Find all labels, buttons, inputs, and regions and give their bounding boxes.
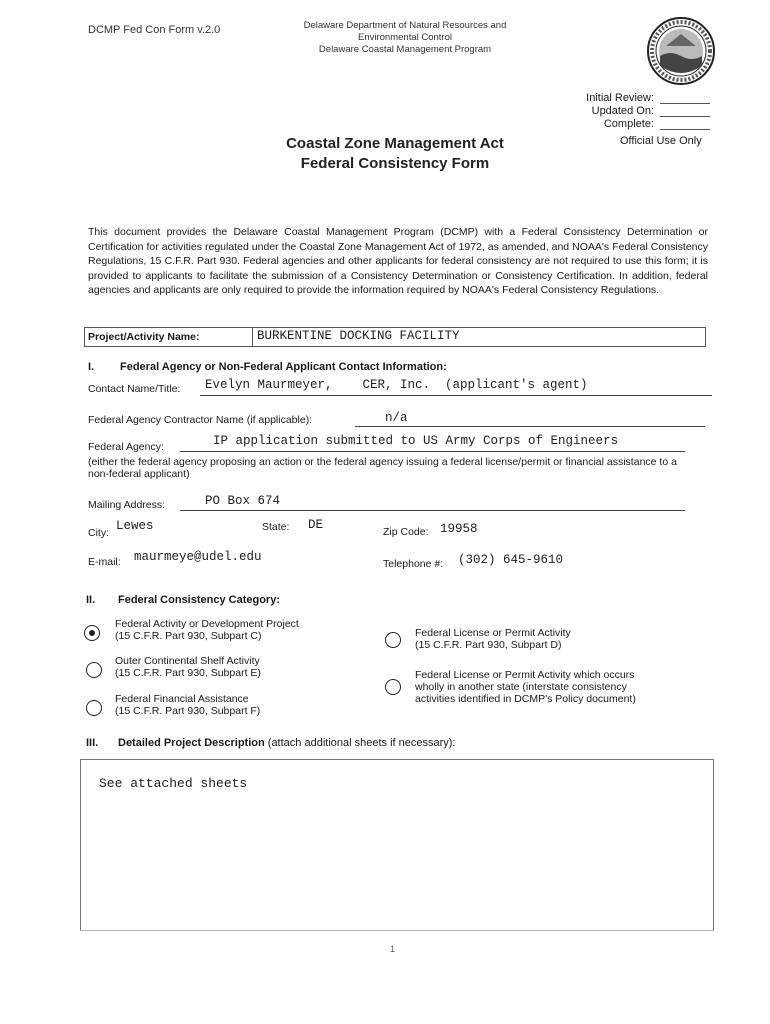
intro-paragraph: This document provides the Delaware Coastal Management Program (DCMP) with a Federal Consistency Determination or Certification for activities regulated under the Coastal Zone Management Act of 1972, as amended, and NOAA's Federal Consistency Regulations, 15 C.F.R. Part 930. Federal agencies and other applicants for federal consistency are not required to use this form; it is provided to applicants to facilitate the submission of a Consistency Determination or Consistency Certification. In addition, federal agencies and applicants are only required to provide the information required by NOAA's Federal Consistency Regulations. xyxy=(88,226,708,296)
option-line: (15 C.F.R. Part 930, Subpart C) xyxy=(115,630,262,642)
agency-line-2: Environmental Control xyxy=(358,32,452,43)
federal-agency-field[interactable]: IP application submitted to US Army Corps of Engineers xyxy=(213,434,619,448)
complete-field[interactable] xyxy=(660,118,710,130)
telephone-label: Telephone #: xyxy=(383,558,444,570)
option-line: (15 C.F.R. Part 930, Subpart E) xyxy=(115,667,261,679)
form-id: DCMP Fed Con Form v.2.0 xyxy=(88,24,221,36)
initial-review-field[interactable] xyxy=(660,92,710,104)
state-label: State: xyxy=(262,521,290,533)
option-line: activities identified in DCMP's Policy document) xyxy=(415,693,636,705)
contractor-underline xyxy=(355,426,705,427)
option-line: Federal License or Permit Activity which occurs xyxy=(415,669,635,681)
contractor-field[interactable]: n/a xyxy=(385,411,408,425)
review-box xyxy=(560,92,710,131)
option-line: Outer Continental Shelf Activity xyxy=(115,655,260,667)
city-label: City: xyxy=(88,527,109,539)
contact-name-underline xyxy=(200,395,712,396)
option-line: Federal License or Permit Activity xyxy=(415,627,571,639)
federal-agency-note: (either the federal agency proposing an action or the federal agency issuing a federal license/permit or financial assistance to a non-federal applicant) xyxy=(88,456,677,480)
category-license-permit-radio[interactable] xyxy=(385,632,401,648)
project-name-field[interactable]: BURKENTINE DOCKING FACILITY xyxy=(257,329,460,343)
agency-header xyxy=(270,20,540,56)
section-3-note: (attach additional sheets if necessary): xyxy=(267,737,456,749)
category-interstate-label xyxy=(415,669,636,705)
section-2-heading: Federal Consistency Category: xyxy=(118,594,280,606)
zip-code-label: Zip Code: xyxy=(383,526,429,538)
updated-on-field[interactable] xyxy=(660,105,710,117)
initial-review-label: Initial Review: xyxy=(586,92,654,104)
official-use-label: Official Use Only xyxy=(620,135,702,147)
category-federal-activity-radio[interactable] xyxy=(84,625,100,641)
federal-agency-label: Federal Agency: xyxy=(88,441,164,453)
page-number: 1 xyxy=(390,944,396,954)
title-line-1: Coastal Zone Management Act xyxy=(286,135,504,152)
contractor-label: Federal Agency Contractor Name (if applicable): xyxy=(88,414,313,426)
updated-on-label: Updated On: xyxy=(591,105,654,117)
project-description-text: See attached sheets xyxy=(99,776,248,791)
complete-label: Complete: xyxy=(603,118,654,130)
category-ocs-activity-radio[interactable] xyxy=(86,662,102,678)
agency-line-3: Delaware Coastal Management Program xyxy=(318,44,492,55)
section-3-heading xyxy=(118,737,456,749)
section-2-number: II. xyxy=(86,594,96,606)
category-financial-assistance-radio[interactable] xyxy=(86,700,102,716)
email-label: E-mail: xyxy=(88,556,121,568)
project-name-label: Project/Activity Name: xyxy=(85,328,253,346)
telephone-field[interactable]: (302) 645-9610 xyxy=(458,553,564,567)
project-name-row xyxy=(84,327,706,347)
category-interstate-radio[interactable] xyxy=(385,679,401,695)
category-ocs-activity-label xyxy=(115,655,261,679)
federal-agency-underline xyxy=(180,451,685,452)
option-line: (15 C.F.R. Part 930, Subpart F) xyxy=(115,705,261,717)
state-field[interactable]: DE xyxy=(308,518,324,532)
category-financial-assistance-label xyxy=(115,693,260,717)
mailing-address-field[interactable]: PO Box 674 xyxy=(205,494,281,508)
contact-name-field[interactable]: Evelyn Maurmeyer, CER, Inc. (applicant's agent) xyxy=(205,378,588,392)
title-line-2: Federal Consistency Form xyxy=(300,155,490,172)
option-line: wholly in another state (interstate consistency xyxy=(415,681,627,693)
section-3-number: III. xyxy=(86,737,99,749)
option-line: (15 C.F.R. Part 930, Subpart D) xyxy=(415,639,562,651)
mailing-address-label: Mailing Address: xyxy=(88,499,166,511)
zip-code-field[interactable]: 19958 xyxy=(440,522,478,536)
contact-name-label: Contact Name/Title: xyxy=(88,383,181,395)
option-line: Federal Financial Assistance xyxy=(115,693,249,705)
section-1-heading: Federal Agency or Non-Federal Applicant Contact Information: xyxy=(120,361,447,373)
category-license-permit-label xyxy=(415,627,571,651)
project-description-box[interactable] xyxy=(80,759,714,931)
option-line: Federal Activity or Development Project xyxy=(115,618,299,630)
form-title xyxy=(200,134,590,174)
email-field[interactable]: maurmeye@udel.edu xyxy=(134,550,262,564)
city-field[interactable]: Lewes xyxy=(116,519,154,533)
category-federal-activity-label xyxy=(115,618,299,642)
agency-line-1: Delaware Department of Natural Resources and xyxy=(303,20,507,31)
section-3-title: Detailed Project Description xyxy=(118,737,265,749)
section-1-number: I. xyxy=(88,361,95,373)
state-seal-icon xyxy=(646,16,716,86)
mailing-address-underline xyxy=(180,510,685,511)
